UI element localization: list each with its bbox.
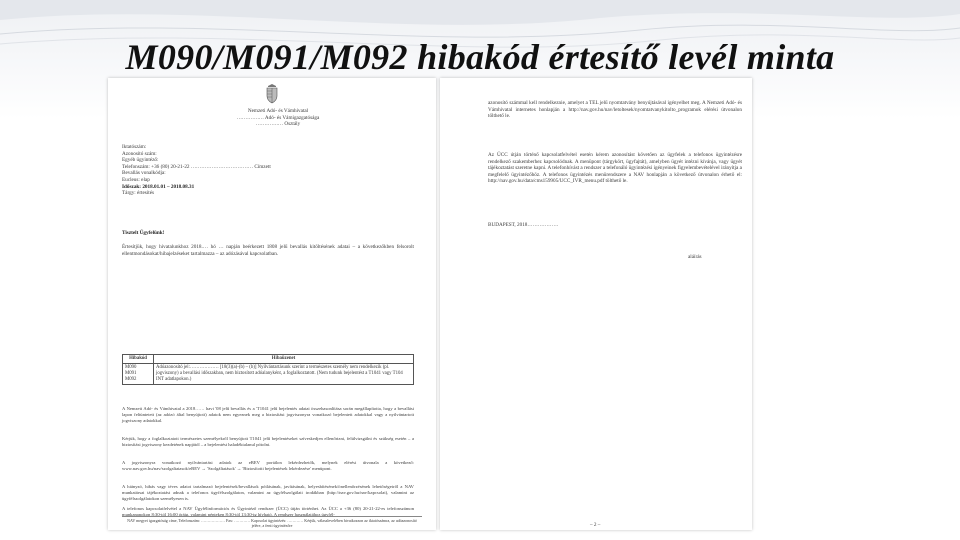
header-field: Azonosító szám: <box>122 150 157 157</box>
paragraph-comparison: A Nemzeti Adó- és Vámhivatal a 2018…… havi '08 jelű bevallás és a 'T1041 jelű bejelentés adatai összehasonlítása során megállapította, hogy a bevallási lapon feltüntetett (az adózó által benyújtott) adatok nem egyeznek meg a biztosítási jogviszonyra vonatkozó bejelentett adatokkal vagy a nyilvántartott jogviszony adatokkal. <box>122 406 414 423</box>
letter-page-1 <box>108 78 436 530</box>
paragraph-ucc: Az ÜCC útján történő kapcsolatfelvétel esetén kérem azonosítást követően az ügyfelek a telefonos ügyintézésre rendelkező szakemberhez kapcsolódnak. A menüpont (tárgykört, ügyfajtát), amelyben ügyét intézni kívánja, vagy ügyét tájékoztatást szeretne kapni. A telefonhívást a rendszer a telefonáló ügyintézési igényeinek figyelembevételével irányítja a megfelelő ügyintézőhöz. A telefonos ügyintézés menürendszere a NAV honlapján a következő útvonalon érhető el: http://nav.gov.hu/data/cms159905/UCC_IVR_menu.pdf tölthető le. <box>488 152 742 185</box>
header-field: Egyéb ügyintéző: <box>122 157 159 164</box>
paragraph-ebev: A jogviszonyra vonatkozó nyilvántartási adatok az eBEV portálon lekérdezhetők, melynek elérési útvonala a következő: www.nav.gov.hu/nav/szolgaltatasok/eBEV → 'Szolgáltatások' → 'Biztosítotti bejelentések lekérdezése' menüpont. <box>122 460 414 471</box>
header-field: Eucleus: elap <box>122 176 150 183</box>
header-field: Telefonszám: +36 (80) 20-21-22 ……………………………… Címzett <box>122 163 271 170</box>
slide-title: M090/M091/M092 hibakód értesítő levél minta <box>125 37 835 77</box>
coat-of-arms-icon <box>264 84 280 104</box>
paragraph-tel-form: azonosító számmal kell rendelkeznie, amelyet a TEL jelű nyomtatvány benyújtásával igényelhet meg. A Nemzeti Adó- és Vámhivatal internetes honlapján a http://nav.gov.hu/nav/letoltesek/nyomtatvanykitolto_programok elérési útvonalon tölthető le. <box>488 100 742 120</box>
table-header-code: Hibakód <box>123 355 154 364</box>
header-field: Tárgy: értesítés <box>122 190 155 197</box>
paragraph-phone-contact: A telefonos kapcsolatfelvétel a NAV Ügyfélinformációs és Ügyintéző rendszer (ÜCC) útján történhet. Az ÜCC a +36 (80) 20-21-22-es telefonszámon munkanapokon 8:30-tól 16:00 óráig, valamint pénteken 8:30-tól 13:30-ig hívható. A rendszer használatához ügyfél- <box>122 506 414 516</box>
header-field: Iktatószám: <box>122 144 147 150</box>
salutation: Tisztelt Ügyfelünk! <box>122 230 165 236</box>
office-line: ………….… Adó- és Vámigazgatósága <box>236 114 320 121</box>
office-line: Nemzeti Adó- és Vámhivatal <box>247 108 309 114</box>
issuing-office <box>218 108 338 128</box>
page-footer: NAV megyei igazgatóság címe, Telefonszám: ……………… Fax: ………… Kapcsolat ügyintézés: ………… Kérjük, válaszlevelében hivatkozzon az iktatószámra, az adóazonosító jelére, a fenti ügyintézőre <box>122 516 422 528</box>
header-field: Időszak: 2018.01.01 – 2018.08.31 <box>122 183 195 190</box>
error-message-cell: Adóazonosító jel:……………… [18(3)(a)-(b) – (b)] Nyilvántartásunk szerint a természetes személy nem rendelkezik (pl. jogviszony) a bevallási időszakban, nem biztosított adóalanyként, a foglalkoztatott. (Nem tudunk bejelentést a T1041 vagy T104 INT adatlapokon.) <box>154 364 414 385</box>
signature-placeholder: aláírás <box>688 254 702 260</box>
date-line: BUDAPEST, 2018……………… <box>488 222 559 228</box>
paragraph-corrections: A hiányzó, hibás vagy téves adatot tartalmazó bejelentések/bevallások pótlásának, javításának, helyesbítésének/önellenőrzésének lehetőségeiről a NAV munkatársai tájékoztatást adnak a telefonos ügyfélszolgálaton, valamint az ügyfélszolgálati irodákban (http://nav.gov.hu/nav/kapcsolat), valamint az ügyfélszolgálatokon személyesen is. <box>122 484 414 501</box>
header-field: Bevallás vonalkódja: <box>122 170 166 177</box>
page-number: – 2 – <box>590 522 601 528</box>
error-codes-cell: M090 M091 M092 <box>123 364 154 385</box>
error-code-table <box>122 354 414 385</box>
letter-header-fields <box>122 144 412 197</box>
letter-page-2 <box>440 78 752 530</box>
table-header-message: Hibaüzenet <box>154 355 414 364</box>
intro-paragraph: Értesítjük, hogy hivatalunkhoz 2018.… hó … napján beérkezett 1808 jelű bevallás kitöltésének adatai – a következőkben felsorolt ellentmondásokat/hibajelzéseket tartalmazza – az adózásával kapcsolatban. <box>122 244 414 257</box>
office-line: ………….… Osztály <box>255 121 301 128</box>
paragraph-request: Kérjük, hogy a foglalkoztatott természetes személyekről benyújtott T1041 jelű bejelentéseket szíveskedjen ellenőrizni, felülvizsgálni és szükség esetén – a biztosítási jogviszony kezdetének napjától – a bejelentést haladéktalanul pótolni. <box>122 436 414 447</box>
